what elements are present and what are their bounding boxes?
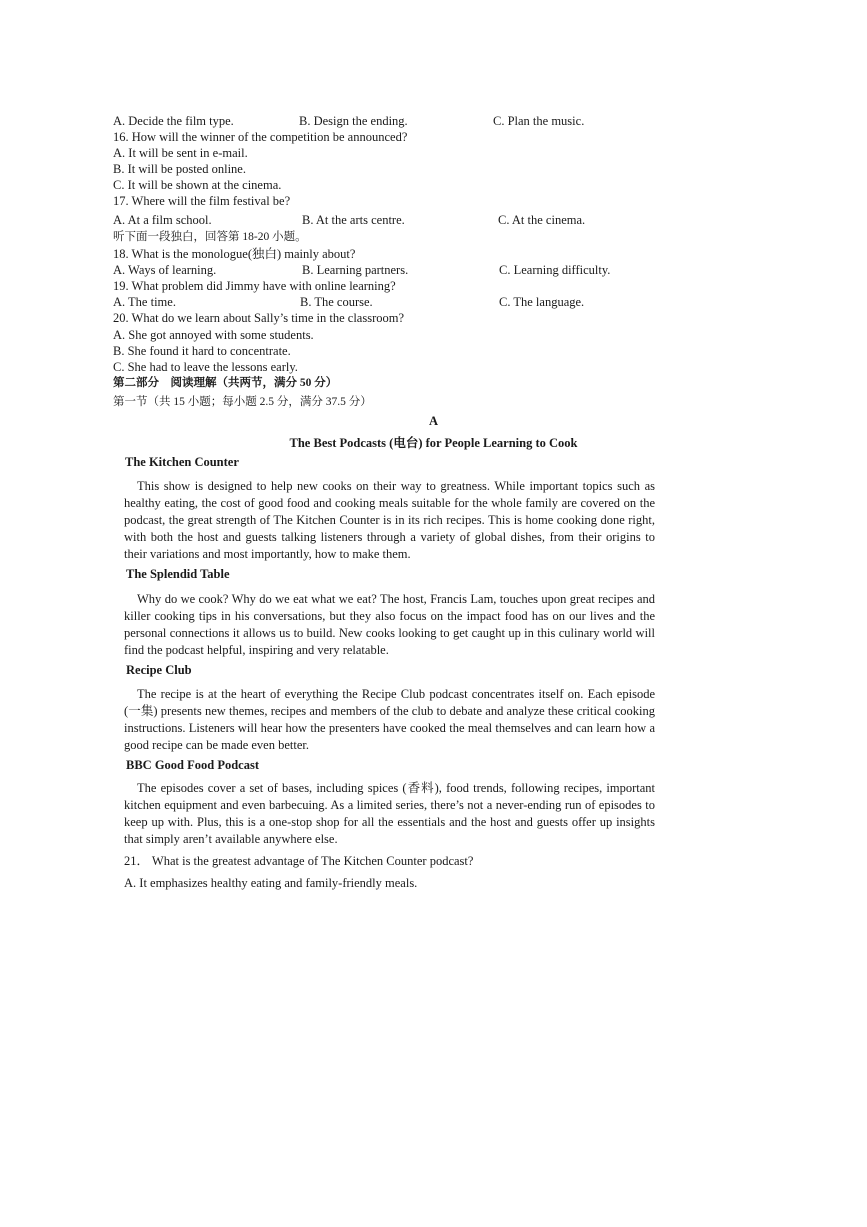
q16-option-c: C. It will be shown at the cinema. bbox=[113, 178, 282, 192]
q20-option-a: A. She got annoyed with some students. bbox=[113, 328, 314, 342]
q17-option-c: C. At the cinema. bbox=[498, 213, 586, 227]
passage-letter: A bbox=[428, 414, 439, 428]
q18-option-a: A. Ways of learning. bbox=[113, 263, 217, 277]
q21-stem: 21． What is the greatest advantage of The Kitchen Counter podcast? bbox=[124, 854, 474, 868]
section-body-splendid-table: Why do we cook? Why do we eat what we eat? The host, Francis Lam, touches upon great recipes and killer cooking tips in his conversations, but they also focus on the impact food has on our lives and the personal connections it allows us to build. New cooks looking to get caught up in this culinary world will find the podcast helpful, inspiring and very relatable. bbox=[124, 592, 655, 657]
section-heading-recipe-club: Recipe Club bbox=[126, 663, 192, 677]
q18-option-b: B. Learning partners. bbox=[302, 263, 409, 277]
section-body-bbc-good-food: The episodes cover a set of bases, including spices (香料), food trends, following recipes, important kitchen equipment and even barbecuing. As a limited series, there’s not a never-ending run of episodes to keep up with. Plus, this is a one-stop shop for all the essentials and the host and guests offer up insights that simply aren’t available anywhere else. bbox=[124, 781, 655, 846]
section-body-kitchen-counter: This show is designed to help new cooks on their way to greatness. While important topics such as healthy eating, the cost of good food and cooking meals suitable for the whole family are covered on the podcast, the great strength of The Kitchen Counter is in its rich recipes. This is home cooking done right, with both the host and guests talking listeners through a variety of global dishes, from their origins to their variations and most importantly, how to make them. bbox=[124, 479, 655, 561]
q18-option-c: C. Learning difficulty. bbox=[499, 263, 611, 277]
q21-option-a: A. It emphasizes healthy eating and family-friendly meals. bbox=[124, 876, 418, 890]
q19-option-c: C. The language. bbox=[499, 295, 585, 309]
section-heading-splendid-table: The Splendid Table bbox=[126, 567, 230, 581]
q19-option-b: B. The course. bbox=[300, 295, 373, 309]
section-heading-bbc-good-food: BBC Good Food Podcast bbox=[126, 758, 260, 772]
q18-stem: 18. What is the monologue(独白) mainly about? bbox=[113, 247, 356, 261]
section-heading-kitchen-counter: The Kitchen Counter bbox=[125, 455, 239, 469]
q15-option-b: B. Design the ending. bbox=[299, 114, 408, 128]
q19-stem: 19. What problem did Jimmy have with online learning? bbox=[113, 279, 396, 293]
q17-option-b: B. At the arts centre. bbox=[302, 213, 405, 227]
section-body-recipe-club: The recipe is at the heart of everything the Recipe Club podcast concentrates itself on. Each episode (一集) presents new themes, recipes and members of the club to debate and analyze these critical cooking instructions. Listeners will hear how the presenters have cooked the meal themselves and can learn how a good recipe can be made even better. bbox=[124, 687, 655, 752]
monologue-instruction: 听下面一段独白，回答第 18-20 小题。 bbox=[113, 231, 307, 243]
q20-stem: 20. What do we learn about Sally’s time in the classroom? bbox=[113, 311, 405, 325]
q15-option-c: C. Plan the music. bbox=[493, 114, 585, 128]
q20-option-c: C. She had to leave the lessons early. bbox=[113, 360, 298, 374]
q20-option-b: B. She found it hard to concentrate. bbox=[113, 344, 291, 358]
q17-stem: 17. Where will the film festival be? bbox=[113, 194, 291, 208]
q19-option-a: A. The time. bbox=[113, 295, 176, 309]
part2-heading: 第二部分 阅读理解（共两节，满分 50 分） bbox=[113, 377, 338, 389]
q17-option-a: A. At a film school. bbox=[113, 213, 212, 227]
q16-option-a: A. It will be sent in e-mail. bbox=[113, 146, 248, 160]
q16-stem: 16. How will the winner of the competition be announced? bbox=[113, 130, 408, 144]
section1-heading: 第一节（共 15 小题；每小题 2.5 分，满分 37.5 分） bbox=[113, 396, 372, 408]
q15-option-a: A. Decide the film type. bbox=[113, 114, 234, 128]
passage-title: The Best Podcasts (电台) for People Learning to Cook bbox=[289, 436, 578, 450]
q16-option-b: B. It will be posted online. bbox=[113, 162, 246, 176]
